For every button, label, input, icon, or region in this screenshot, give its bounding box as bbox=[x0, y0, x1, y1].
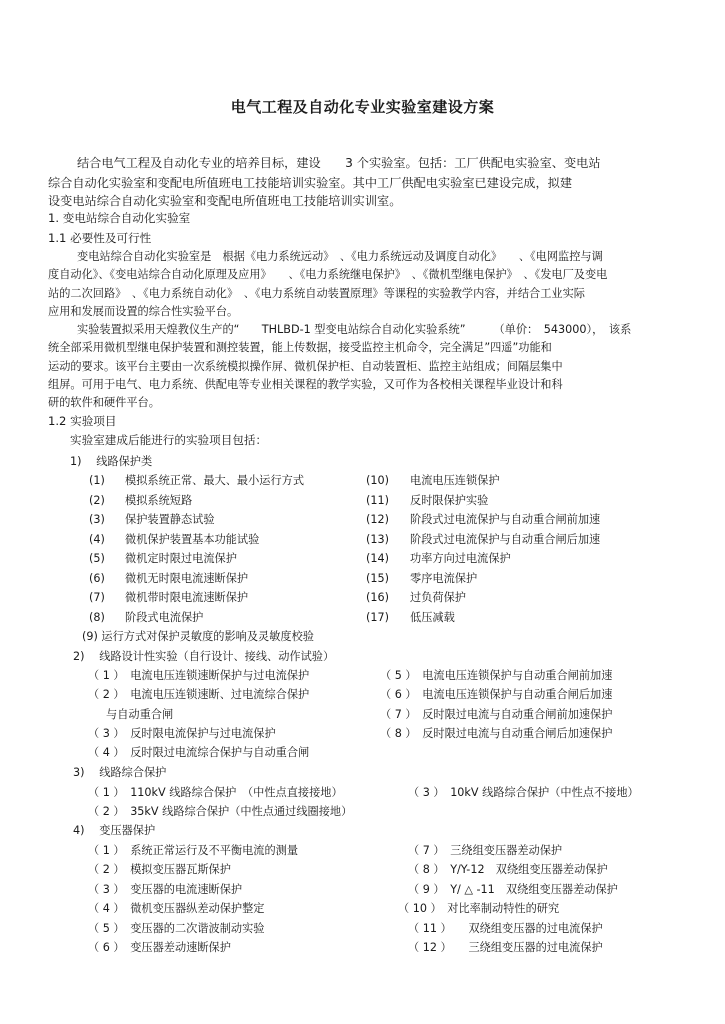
group1-right-text: 过负荷保护 bbox=[410, 591, 466, 604]
group4-left-item: （ 1 ） 系统正常运行及不平衡电流的测量 bbox=[88, 844, 299, 857]
para2-line-5: 研的软件和硬件平台。 bbox=[48, 396, 160, 409]
group1-right-text: 功率方向过电流保护 bbox=[410, 552, 511, 565]
group2-right-item: （ 6 ） 电流电压连锁保护与自动重合闸后加速 bbox=[380, 688, 613, 701]
group2-right-item: （ 7 ） 反时限过电流与自动重合闸前加速保护 bbox=[380, 708, 613, 721]
group4-left-item: （ 3 ） 变压器的电流速断保护 bbox=[88, 883, 243, 896]
group1-left-num: (8) bbox=[89, 611, 105, 624]
group4-left-item: （ 6 ） 变压器差动速断保护 bbox=[88, 941, 231, 954]
group1-left-num: (1) bbox=[89, 474, 105, 487]
group4-right-item: （ 8 ） Y/Y-12 双绕组变压器差动保护 bbox=[408, 863, 608, 876]
group1-left-num: (4) bbox=[89, 533, 105, 546]
document-title: 电气工程及自动化专业实验室建设方案 bbox=[230, 98, 495, 116]
group2-left-item: （ 4 ） 反时限过电流综合保护与自动重合闸 bbox=[88, 746, 310, 759]
group2-left-item: （ 2 ） 电流电压连锁速断、过电流综合保护 bbox=[88, 688, 310, 701]
para1-line-3: 站的二次回路》 、《电力系统自动化》 、《电力系统自动装置原理》等课程的实验教学内容，并结合工业实际 bbox=[48, 287, 585, 300]
para2-line-3: 运动的要求。该平台主要由一次系统模拟操作屏、微机保护柜、自动装置柜、监控主站组成；间隔层集中 bbox=[48, 360, 563, 373]
group1-left-num: (3) bbox=[89, 513, 105, 526]
group2-left-item: （ 3 ） 反时限电流保护与过电流保护 bbox=[88, 727, 276, 740]
group1-extra-item: (9) 运行方式对保护灵敏度的影响及灵敏度校验 bbox=[82, 630, 314, 643]
group1-left-text: 微机定时限过电流保护 bbox=[125, 552, 237, 565]
group1-left-num: (6) bbox=[89, 572, 105, 585]
section-heading-1-1: 1.1 必要性及可行性 bbox=[48, 231, 152, 245]
group2-heading: 2) 线路设计性实验（自行设计、接线、动作试验） bbox=[73, 650, 335, 663]
para1-line-2: 度自动化》、《变电站综合自动化原理及应用》 、《电力系统继电保护》 、《微机型继电保护》 、《发电厂及变电 bbox=[48, 268, 608, 281]
group1-right-num: (11) bbox=[366, 494, 389, 507]
group1-right-num: (16) bbox=[366, 591, 389, 604]
group1-heading: 1) 线路保护类 bbox=[70, 455, 153, 468]
group1-right-text: 反时限保护实验 bbox=[410, 494, 489, 507]
items-intro: 实验室建成后能进行的实验项目包括： bbox=[70, 433, 268, 447]
section-heading-1-2: 1.2 实验项目 bbox=[48, 414, 117, 428]
group1-right-num: (10) bbox=[366, 474, 389, 487]
group1-left-text: 微机无时限电流速断保护 bbox=[125, 572, 249, 585]
para2-line-4: 组屏。可用于电气、电力系统、供配电等专业相关课程的教学实验，又可作为各校相关课程毕业设计和科 bbox=[48, 378, 563, 391]
group1-right-text: 低压减载 bbox=[410, 611, 455, 624]
para1-line-4: 应用和发展而设置的综合性实验平台。 bbox=[48, 305, 239, 318]
group3-right-item: （ 3 ） 10kV 线路综合保护（中性点不接地） bbox=[408, 786, 639, 799]
group4-right-item: （ 11 ） 双绕组变压器的过电流保护 bbox=[408, 922, 603, 935]
section-heading-1: 1. 变电站综合自动化实验室 bbox=[48, 211, 191, 225]
group1-right-num: (13) bbox=[366, 533, 389, 546]
group1-right-text: 阶段式过电流保护与自动重合闸前加速 bbox=[410, 513, 601, 526]
group1-left-text: 模拟系统短路 bbox=[125, 494, 193, 507]
group1-left-text: 模拟系统正常、最大、最小运行方式 bbox=[125, 474, 305, 487]
group1-right-num: (15) bbox=[366, 572, 389, 585]
para2-line-2: 统全部采用微机型继电保护装置和测控装置，能上传数据，接受监控主机命令，完全满足”四遥”功能和 bbox=[48, 341, 552, 354]
group1-right-num: (14) bbox=[366, 552, 389, 565]
group4-right-item: （ 7 ） 三绕组变压器差动保护 bbox=[408, 844, 563, 857]
intro-line-1: 结合电气工程及自动化专业的培养目标，建设 3 个实验室。包括：工厂供配电实验室、变电站 bbox=[77, 156, 601, 170]
group4-heading: 4) 变压器保护 bbox=[73, 824, 156, 837]
group3-left-item: （ 2 ） 35kV 线路综合保护（中性点通过线圈接地） bbox=[88, 805, 353, 818]
group3-heading: 3) 线路综合保护 bbox=[73, 766, 167, 779]
group4-right-item: （ 10 ） 对比率制动特性的研究 bbox=[398, 902, 560, 915]
group1-right-num: (17) bbox=[366, 611, 389, 624]
group4-left-item: （ 2 ） 模拟变压器瓦斯保护 bbox=[88, 863, 231, 876]
para1-line-1: 变电站综合自动化实验室是 根据《电力系统远动》 、《电力系统远动及调度自动化》 、《电网监控与调 bbox=[77, 250, 603, 263]
group1-left-num: (5) bbox=[89, 552, 105, 565]
group1-right-text: 电流电压连锁保护 bbox=[410, 474, 500, 487]
group2-left-item: （ 1 ） 电流电压连锁速断保护与过电流保护 bbox=[88, 669, 310, 682]
group1-left-text: 阶段式电流保护 bbox=[125, 611, 204, 624]
group2-right-item: （ 8 ） 反时限过电流与自动重合闸后加速保护 bbox=[380, 727, 613, 740]
group4-right-item: （ 9 ） Y/ △ -11 双绕组变压器差动保护 bbox=[408, 883, 618, 896]
intro-line-2: 综合自动化实验室和变配电所值班电工技能培训实验室。其中工厂供配电实验室已建设完成，拟建 bbox=[48, 176, 573, 190]
group1-right-num: (12) bbox=[366, 513, 389, 526]
group2-left-item: 与自动重合闸 bbox=[106, 708, 174, 721]
group1-left-num: (2) bbox=[89, 494, 105, 507]
group4-left-item: （ 5 ） 变压器的二次谐波制动实验 bbox=[88, 922, 265, 935]
group1-right-text: 零序电流保护 bbox=[410, 572, 478, 585]
group1-left-text: 微机带时限电流速断保护 bbox=[125, 591, 249, 604]
group1-right-text: 阶段式过电流保护与自动重合闸后加速 bbox=[410, 533, 601, 546]
group1-left-text: 保护装置静态试验 bbox=[125, 513, 215, 526]
group3-left-item: （ 1 ） 110kV 线路综合保护 （中性点直接接地） bbox=[88, 786, 343, 799]
group1-left-num: (7) bbox=[89, 591, 105, 604]
group4-right-item: （ 12 ） 三绕组变压器的过电流保护 bbox=[408, 941, 603, 954]
group1-left-text: 微机保护装置基本功能试验 bbox=[125, 533, 260, 546]
group4-left-item: （ 4 ） 微机变压器纵差动保护整定 bbox=[88, 902, 265, 915]
intro-line-3: 设变电站综合自动化实验室和变配电所值班电工技能培训实训室。 bbox=[48, 194, 402, 208]
para2-line-1: 实验装置拟采用天煌教仪生产的“ THLBD-1 型变电站综合自动化实验系统” （单价： 543000）， 该系 bbox=[77, 323, 632, 336]
group2-right-item: （ 5 ） 电流电压连锁保护与自动重合闸前加速 bbox=[380, 669, 613, 682]
